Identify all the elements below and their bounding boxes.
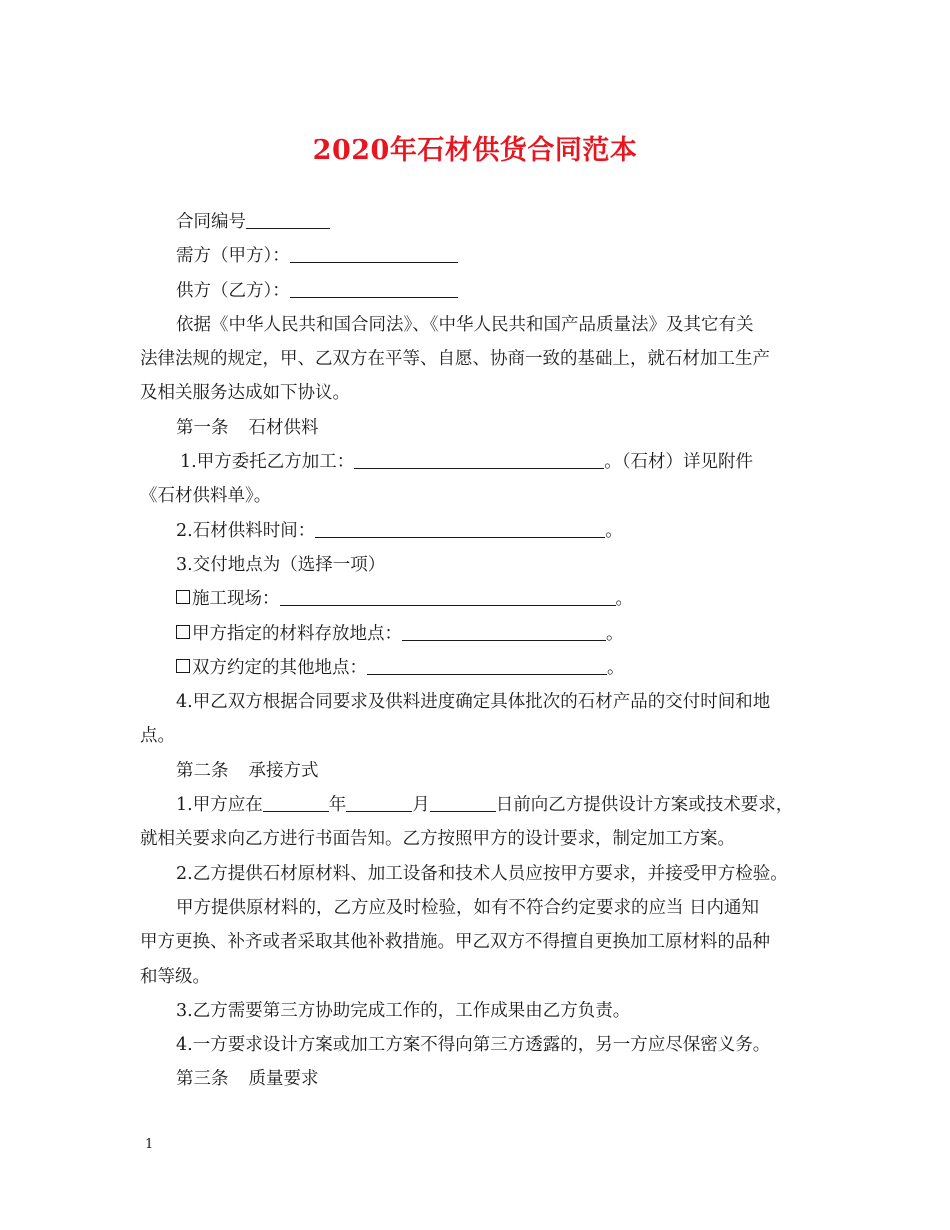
article-2-item-4: 4.一方要求设计方案或加工方案不得向第三方透露的，另一方应尽保密义务。	[176, 1035, 771, 1056]
checkbox-icon	[176, 625, 190, 639]
contract-body	[140, 205, 824, 1097]
party-a-blank	[290, 242, 458, 263]
article-1-heading	[140, 411, 824, 445]
article-3-heading	[140, 1062, 824, 1096]
page-number: 1	[145, 1137, 154, 1152]
party-b-label: 供方（乙方）：	[176, 280, 290, 301]
month-blank	[346, 791, 412, 812]
delivery-option-1	[140, 582, 824, 616]
option-label: 双方约定的其他地点：	[192, 657, 367, 678]
processing-blank	[354, 448, 604, 469]
article-title: 质量要求	[248, 1069, 319, 1090]
intro-paragraph-line: 法律法规的规定，甲、乙双方在平等、自愿、协商一致的基础上，就石材加工生产	[140, 349, 770, 370]
document-title: 2020年石材供货合同范本	[312, 135, 638, 166]
year-label: 年	[328, 795, 347, 816]
option-label: 施工现场：	[192, 589, 280, 610]
article-number: 第三条	[176, 1069, 229, 1090]
year-blank	[263, 791, 329, 812]
article-1-item-2	[140, 514, 824, 548]
option-blank	[280, 585, 616, 606]
article-2-heading	[140, 754, 824, 788]
article-title: 石材供料	[248, 417, 319, 438]
delivery-option-3	[140, 651, 824, 685]
article-2-paragraph: 甲方提供原材料的，乙方应及时检验，如有不符合约定要求的应当 日内通知	[176, 897, 760, 918]
article-2-paragraph-cont: 甲方更换、补齐或者采取其他补救措施。甲乙双方不得擅自更换加工原材料的品种	[140, 932, 770, 953]
intro-paragraph-line: 及相关服务达成如下协议。	[140, 383, 350, 404]
contract-number-field	[140, 205, 824, 239]
article-1-item-4: 4.甲乙双方根据合同要求及供料进度确定具体批次的石材产品的交付时间和地	[176, 692, 771, 713]
item-text: 。（石材）详见附件	[604, 452, 753, 473]
article-number: 第二条	[176, 760, 229, 781]
article-title: 承接方式	[248, 760, 319, 781]
party-b-blank	[290, 277, 458, 298]
item-text: 1.甲方应在	[176, 795, 263, 816]
article-2-item-1	[140, 788, 824, 822]
contract-number-blank	[246, 208, 330, 229]
article-number: 第一条	[176, 417, 229, 438]
party-a-label: 需方（甲方）：	[176, 246, 290, 267]
contract-number-label: 合同编号	[176, 212, 246, 232]
option-blank	[402, 620, 606, 641]
day-blank	[430, 791, 496, 812]
intro-paragraph-line: 依据《中华人民共和国合同法》、《中华人民共和国产品质量法》及其它有关	[176, 314, 754, 335]
article-1-item-1-cont: 《石材供料单》。	[140, 486, 272, 507]
option-end: 。	[607, 657, 625, 678]
item-text: 日前向乙方提供设计方案或技术要求，	[495, 795, 794, 816]
article-1-item-4-cont: 点。	[140, 726, 175, 747]
article-1-item-3: 3.交付地点为（选择一项）	[176, 554, 386, 575]
item-text: 1.甲方委托乙方加工：	[180, 452, 355, 473]
item-text: 。	[605, 520, 623, 541]
checkbox-icon	[176, 659, 190, 673]
supply-time-blank	[315, 517, 605, 538]
month-label: 月	[412, 795, 430, 816]
party-a-field	[140, 239, 824, 273]
option-end: 。	[606, 623, 624, 644]
article-2-paragraph-cont: 和等级。	[140, 966, 210, 987]
checkbox-icon	[176, 590, 190, 604]
party-b-field	[140, 274, 824, 308]
option-end: 。	[615, 589, 633, 610]
article-2-item-3: 3.乙方需要第三方协助完成工作的，工作成果由乙方负责。	[176, 1000, 631, 1021]
article-2-item-2: 2.乙方提供石材原材料、加工设备和技术人员应按甲方要求，并接受甲方检验。	[176, 863, 788, 884]
item-text: 2.石材供料时间：	[176, 520, 316, 541]
article-1-item-1	[140, 445, 824, 479]
delivery-option-2	[140, 617, 824, 651]
article-2-item-1-cont: 就相关要求向乙方进行书面告知。乙方按照甲方的设计要求，制定加工方案。	[140, 829, 735, 850]
option-blank	[367, 654, 607, 675]
option-label: 甲方指定的材料存放地点：	[192, 623, 402, 644]
